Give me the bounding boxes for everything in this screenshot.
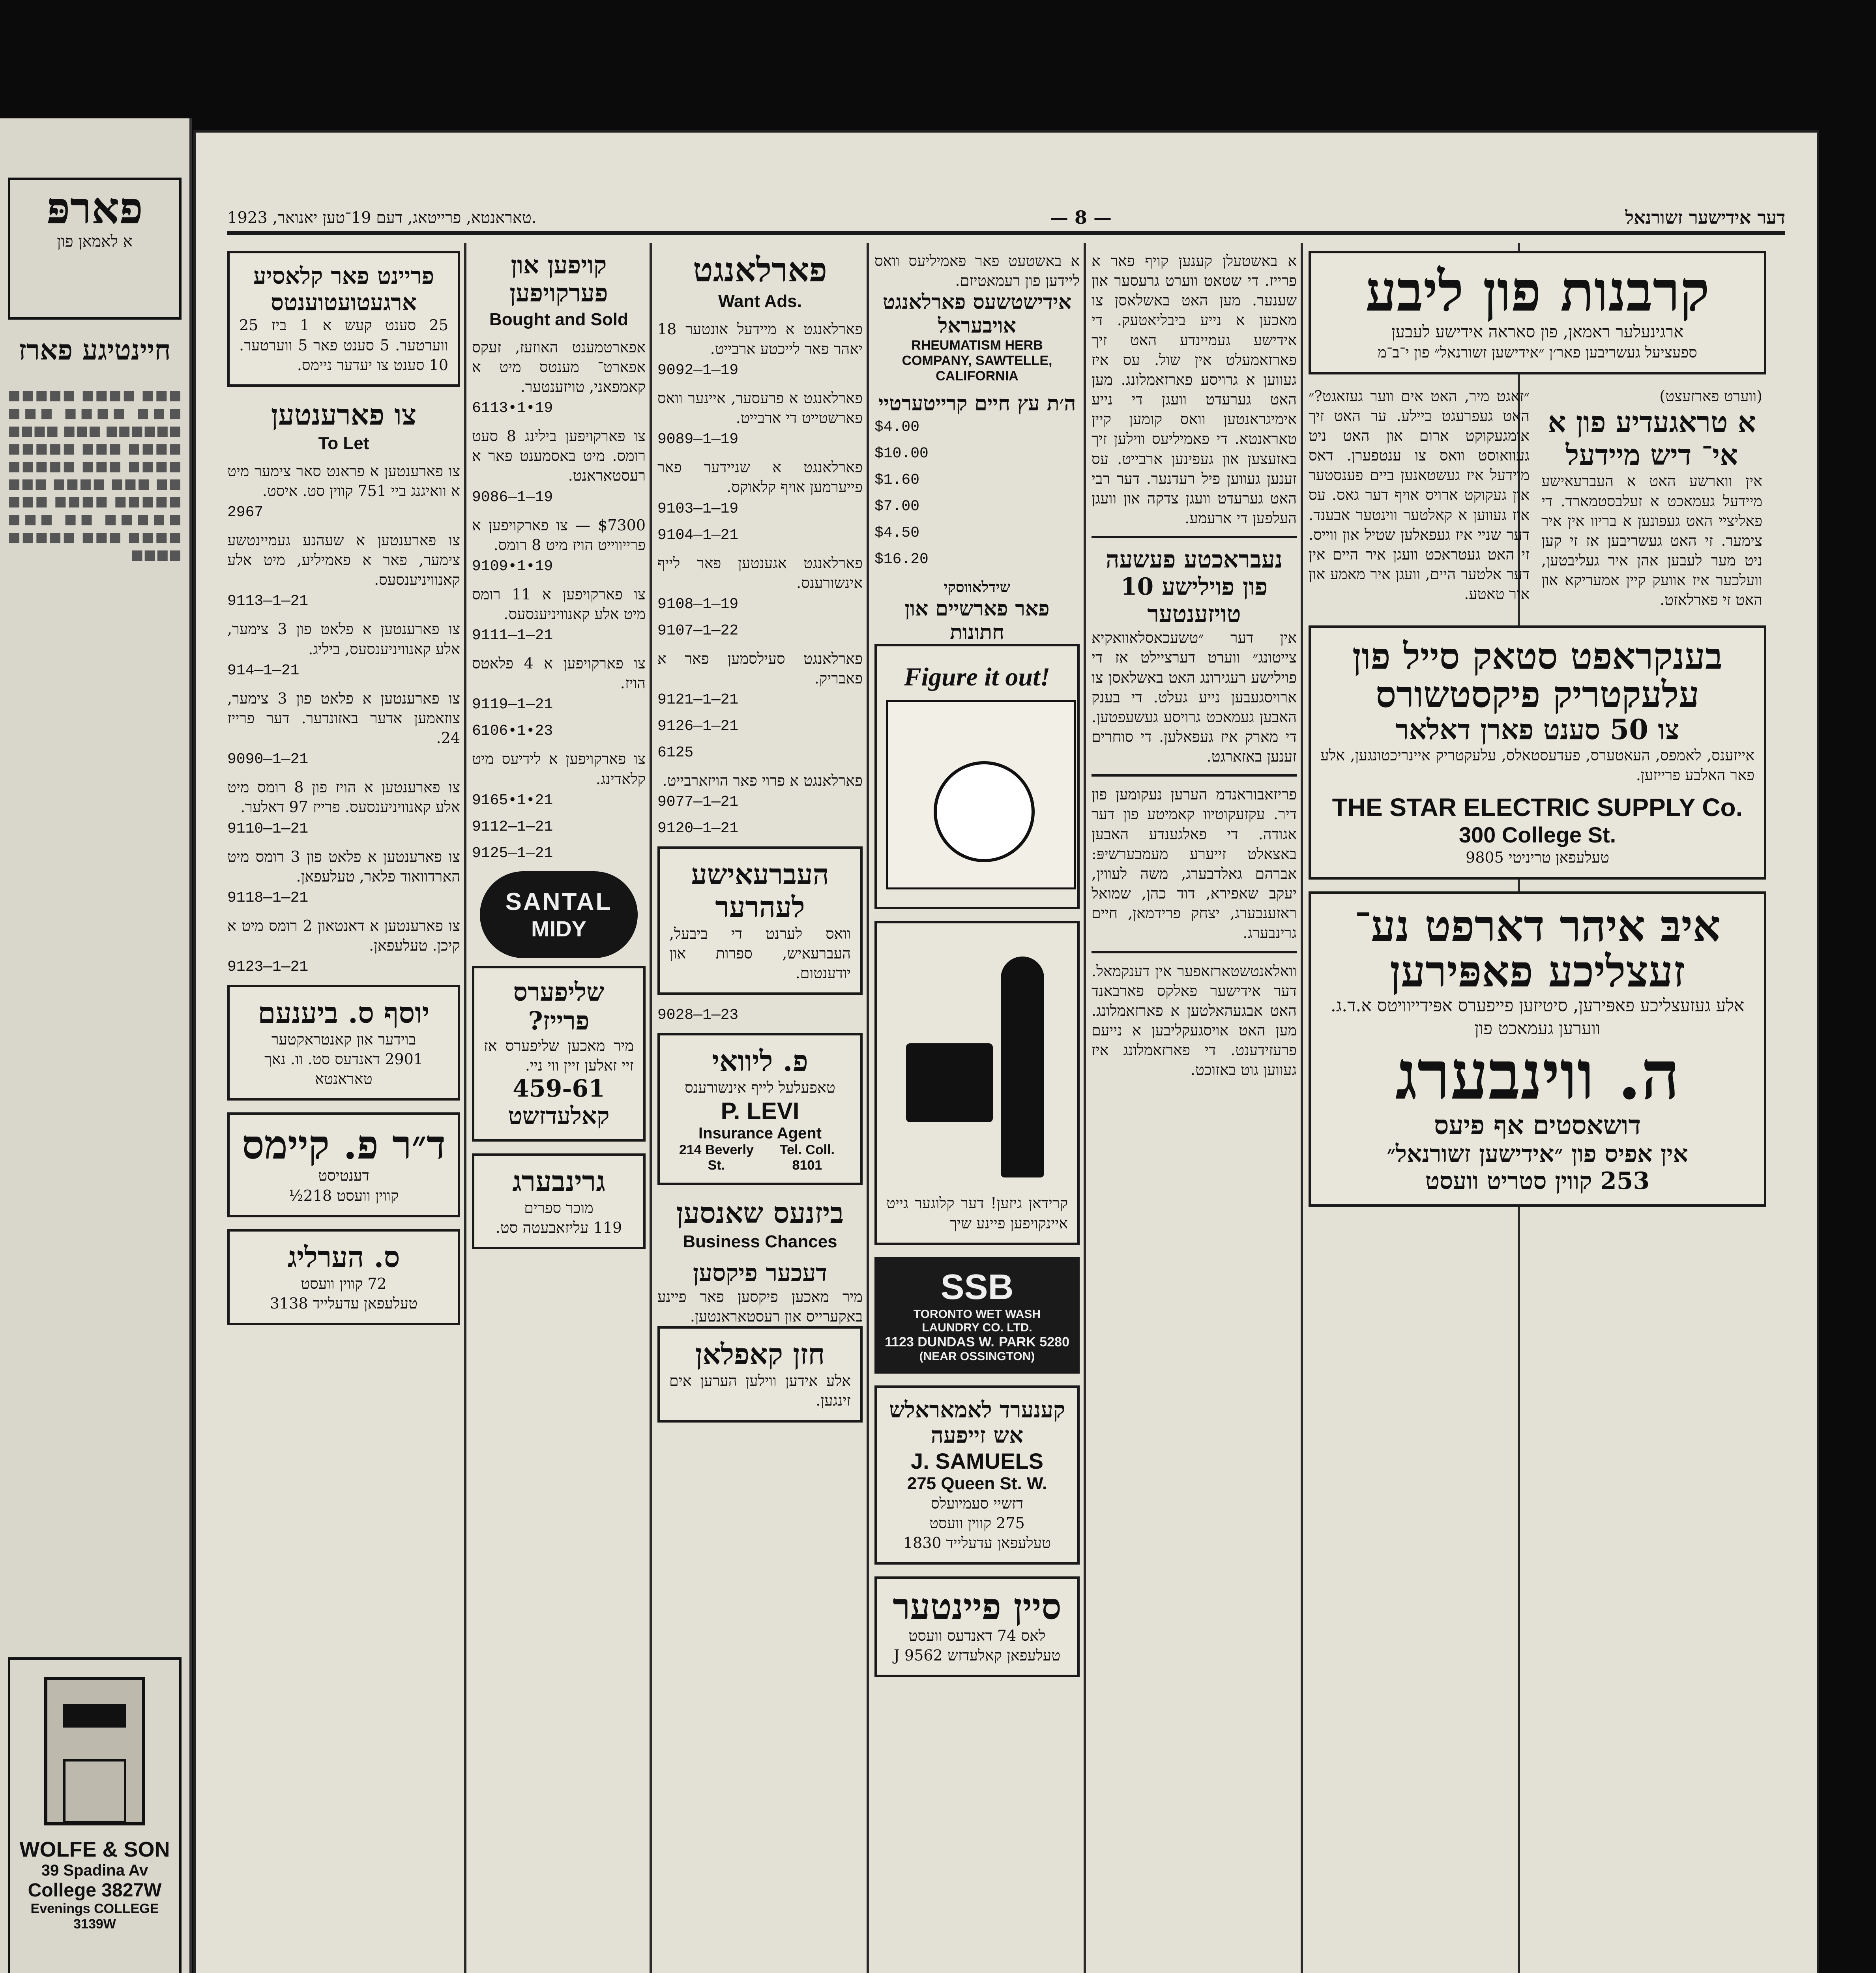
figure-it-out-ad (874, 644, 1080, 909)
column-rule (650, 243, 652, 1973)
masthead-date: טאראנטא, פרייטאג, דעם 19־טען יאנואר, 1923. (227, 208, 537, 227)
bankrupt-sale-ad (1309, 625, 1766, 879)
want-ad-entry: פארלאנגט סעילסמען פאר א פאבריק. (657, 650, 863, 687)
feature-column (1309, 251, 1790, 1973)
herb-price: $4.50 (874, 524, 920, 541)
story-sidebar (1541, 386, 1762, 610)
samuels-ad (874, 1385, 1080, 1565)
tolet-entry: צו פארענטען א שעהנע געמיינטשע צימער, פאר א פאמיליע, מיט אלע קאנוויניענסעס. (227, 531, 460, 589)
bought-number: 9112—1—21 (472, 818, 553, 835)
tolet-number: 9123—1—21 (227, 958, 309, 976)
want-ads-column (657, 251, 863, 1973)
strip-subtitle: א לאמאן פון (57, 232, 133, 251)
korbones-byline: ספעציעל געשריבען פאר׳ן ״אידישען זשורנאל״ פון י־ב־מ (1378, 344, 1697, 361)
levy-contact (669, 1142, 851, 1173)
bought-entry: $7300 — צו פארקויפען א פרייווייט הויז מיט 8 רומס. (472, 516, 646, 554)
stein-subtitle: בוידער און קאנטראקטער (271, 1030, 416, 1048)
stein-heading: יוסף ס. ביענעם (258, 996, 430, 1030)
want-ad-entry: פארלאנגט א פרעסער, איינער וואס פארשטייט די ארבייט. (657, 389, 863, 427)
herb-heading: ה׳ת עץ חיים קרייטערטיי (878, 391, 1076, 416)
bought-english-heading: Bought and Sold (489, 309, 628, 329)
santal-label: SANTAL (505, 888, 612, 915)
shlifer-phone: 459-61 קאלעדזשט (508, 1075, 610, 1130)
rheum-company: RHEUMATISM HERB COMPANY, SAWTELLE, CALIFORNIA (902, 337, 1052, 384)
divider (1092, 951, 1297, 953)
bought-number: 6106•1•23 (472, 723, 553, 740)
business-english-heading: Business Chances (683, 1232, 837, 1252)
herb-price: $10.00 (874, 445, 929, 462)
weinberg-title: דושאסטים אף פיעס (1434, 1110, 1641, 1141)
tolet-entry: צו פארענטען א פראנט סאר צימער מיט א וואיגנג ביי 751 קווין סט. איסט. (227, 462, 460, 500)
samuels-phone: טעלעפאן עדעלייד 1830 (903, 1534, 1051, 1552)
tolet-entry: צו פארענטען א הויז פון 8 רומס מיט אלע קאנוויניענסעס. פרייז 97 דאלער. (227, 779, 460, 816)
furnace-image (44, 1677, 145, 1825)
tolet-entry: צו פארענטען א פלאט פון 3 צימער, צוזאמען אדער באזונדער. דער פרייז 24. (227, 689, 460, 747)
story-text: אין ווארשע האט א העברעאישע מיידעל געמאכט א זעלבסטמארד. די פאליציי האט געפונען א בריוו אין איר צימער. זי האט געשריבען אז זי קען ניט מער לעבען אהן איר געליבטען, וועלכער איז אוועק קיין אמעריקא און האט זי פארלאזט. (1541, 472, 1762, 609)
want-ad-number: 9120—1—21 (657, 820, 739, 837)
greenberg-ad (472, 1153, 646, 1249)
hebrew-teacher-ad (657, 846, 863, 995)
want-ad-number: 6125 (657, 744, 694, 762)
greenberg-title: מוכר ספרים (524, 1199, 594, 1217)
painter-address: לאס 74 דאנדעס וועסט (908, 1627, 1046, 1644)
story-text: אין דער ״טשעכאסלאוואקיא צייטונג״ ווערט דערציילט אז די פוילישע רעגירונג האט באשלאסן צו ארויסגעבען נייע געלט. די בענק האבען געמאכט גרויסע געשעפטען. די מארק איז געפאלען. די סוחרים זענען באזארגט. (1092, 629, 1297, 766)
shidlovsky-signature: שידלאווסקי (944, 578, 1011, 596)
bought-number: 9111—1—21 (472, 627, 553, 644)
laundry-ad (874, 1257, 1080, 1374)
bought-number: 9109•1•19 (472, 558, 553, 575)
greenberg-name: גרינבערג (512, 1164, 605, 1198)
want-ads-english-heading: Want Ads. (718, 291, 802, 311)
want-ad-number: 9121—1—21 (657, 691, 739, 709)
santal-midy-ad (480, 871, 638, 958)
tolet-entry: צו פארענטען א דאנטאון 2 רומס מיט א קיכן. טעלעפאן. (227, 917, 460, 954)
want-ad-number: 9104—1—21 (657, 526, 739, 544)
ads-column-center (874, 251, 1080, 1973)
newspaper-page (193, 130, 1819, 1973)
story-signoff: (ווערט פארזעצט) (1659, 387, 1762, 405)
tolet-heading: צו פארענטען (271, 397, 417, 431)
perfume-heading: פאר פארשיים און חתונות (904, 596, 1050, 644)
bought-heading: קויפען און פערקויפען (509, 251, 608, 308)
column-rule (464, 243, 466, 1973)
tolet-number: 2967 (227, 504, 264, 521)
hebrew-teacher-heading: העברעאישע לעהרער (691, 857, 829, 924)
bought-number: 9086—1—19 (472, 489, 553, 506)
shopper-illustration (894, 941, 1060, 1185)
company-phone: טעלעפאן טריניטי 9805 (1466, 849, 1609, 867)
laundry-near: (NEAR OSSINGTON) (919, 1350, 1035, 1363)
bought-entry: צו פארקויפען א לידיעס מיט קלאדינג. (472, 750, 646, 788)
tolet-entry: צו פארענטען א פלאט פון 3 צימער, אלע קאנוויניענסעס, ביליג. (227, 620, 460, 658)
want-ad-entry: פארלאנגט אגענטען פאר לייף אינשורענס. (657, 554, 863, 592)
samuels-hebrew-address: 275 קווין וועסט (929, 1514, 1025, 1532)
legal-papers-heading: איבּ איהר דארפט נע־ זעצליכע פאפּירען (1354, 900, 1721, 997)
want-ad-number: 9126—1—21 (657, 718, 739, 735)
hertzl-ad (227, 1229, 460, 1325)
korbones-feature (1309, 251, 1766, 374)
want-ads-heading: פארלאנגט (693, 251, 827, 289)
laundry-contact (885, 1335, 1069, 1350)
shoe-ad-text: קרידאן גיזען! דער קלוגער גייט איינקויפען פיינע שיך (886, 1194, 1068, 1232)
classifieds-column-bought (472, 251, 646, 1973)
bought-entry: צו פארקויפען א 4 פלאטס הויז. (472, 655, 646, 692)
tragedy-heading: א טראגעדיע פון א אי־ דיש מיידעל (1548, 405, 1756, 472)
samuels-slogan: קענערד לאמאראלש אש זייפעה (889, 1396, 1065, 1449)
dentist-name: ד״ר פ. קיימס (242, 1121, 446, 1168)
strip-wolfe: WOLFE & SON (19, 1838, 170, 1861)
tolet-number: 914—1—21 (227, 662, 300, 679)
strip-body: ■■■ ■■■■ ■■■■■ ■■■ ■■■■ ■■■ ■■■■■■ ■■■ ■■■■ ■■■■ ■■■ ■■■■■ ■■■■ ■■■ ■■■■■ ■■ ■■■ ■■■■ ■■■ ■■■■■ ■■■■ ■■■ ■■■■■ ■■ ■■■ ■■■■ ■■■ ■■■■■ ■■■■ (8, 387, 182, 563)
tolet-number: 9118—1—21 (227, 889, 309, 906)
weinberg-office: אין אפיס פון ״אידישען זשורנאל״ (1387, 1140, 1688, 1168)
want-ad-entry: פארלאנגט א מיידעל אונטער 18 יאהר פאר לייכטע ארבייט. (657, 320, 863, 358)
hertzl-phone: טעלעפאן עדעלייד 3138 (270, 1294, 418, 1312)
classifieds-column-tolet (227, 251, 460, 1973)
stein-address: 2901 דאנדעס סט. וו. נאך טאראנטא (264, 1050, 423, 1088)
business-heading: ביזנעס שאנסען (676, 1196, 844, 1230)
levy-insurance-ad (657, 1033, 863, 1185)
levy-subtitle: טאפעלעל לייף אינשורענס (685, 1079, 835, 1097)
tolet-number: 9090—1—21 (227, 751, 309, 768)
bought-number: 9125—1—21 (472, 844, 553, 862)
stein-ad (227, 985, 460, 1101)
divider (1092, 536, 1297, 538)
sun-face-illustration (886, 700, 1076, 889)
company-name: THE STAR ELECTRIC SUPPLY Co. (1332, 793, 1743, 822)
legal-papers-ad (1309, 891, 1766, 1207)
company-address: 300 College St. (1458, 822, 1616, 848)
hertzl-name: ס. הערליג (287, 1240, 400, 1274)
midy-label: MIDY (531, 916, 586, 941)
baker-body: מיר מאכען פיקסען פאר פיינע באקערייס און רעסטאראנטען. (657, 1288, 863, 1325)
column-rule (1301, 243, 1303, 1973)
story-text: א באשטעלן קענען קויף פאר א פרייז. די שטאט ווערט גרעסער און שענער. מען האט באשלאסן צו מאכען א נייע ביבליאטעק. די אידישע געמיינדע האט זיך פארזאמעלט אין שול. עס איז געווען א גרויסע פארזאמלונג. מען האט גערעדט וועגן די נייע אימיגראנטען וואס קומען קיין טאראנטא. די פאמיליעס ווילען זיך באזעצען און געפינען ארבייט. עס זענען געווען פיל רעדנער. דער רבי האט גערעדט וועגן צדקה און וועגן העלפען די ארעמע. (1092, 252, 1297, 527)
levy-english-name: P. LEVI (721, 1098, 799, 1125)
tolet-english-heading: To Let (318, 433, 369, 453)
furnace-body: 25 סענט קעש א 1 ביז 25 ווערטער. 5 סענט פאר 5 ווערטער. 10 סענט צו יעדער ניימס. (239, 316, 449, 374)
korbones-story-body (1309, 386, 1766, 610)
dentist-address: קווין וועסט 218½ (288, 1187, 399, 1204)
want-ad-entry: פארלאנגט א שניידער פאר פייערמען אויף קלאוקס. (657, 459, 863, 496)
strip-evening-phone: Evenings COLLEGE 3139W (30, 1901, 159, 1932)
column-rule (867, 243, 869, 1973)
painter-ad (874, 1576, 1080, 1677)
herb-price: $16.20 (874, 550, 929, 568)
bankrupt-price: צו 50 סענט פארן דאלאר (1395, 713, 1679, 746)
person-silhouette-icon (1001, 957, 1044, 1177)
laundry-name: TORONTO WET WASH LAUNDRY CO. LTD. (913, 1307, 1041, 1334)
kaplan-ad (657, 1326, 863, 1422)
tolet-number: 9113—1—21 (227, 593, 309, 610)
levy-telephone: Tel. Coll. 8101 (779, 1142, 835, 1173)
want-ad-number: 9028—1—23 (657, 1007, 739, 1024)
rheum-heading: אידישטשעס פארלאנגט אויבעראל (882, 290, 1072, 338)
furnace-ad (227, 251, 460, 387)
painter-heading: סיין פיינטער (893, 1586, 1062, 1628)
laundry-address: 1123 DUNDAS W. (885, 1334, 994, 1350)
samuels-name: J. SAMUELS (910, 1448, 1044, 1473)
furnace-heading: פריינט פאר קלאסיע ארגעטועטוענטס (253, 262, 434, 316)
shlifer-body: מיר מאכען שליפערס אז זיי זאלען זיין ווי ניי. (484, 1037, 634, 1074)
herb-price: $7.00 (874, 498, 920, 515)
baker-heading: דעכער פיקסען (693, 1259, 828, 1287)
bought-entry: אפארטמענט האוזעז, זעקס אפארט־ מענטס מיט א קאמפאני, טויזענטער. (472, 338, 646, 395)
adjacent-page-strip (0, 118, 192, 1973)
herb-price: $1.60 (874, 471, 920, 489)
stove-silhouette-icon (906, 1043, 993, 1122)
story-text: פריזאבוראנדמ הערען נעקומען פון דיר. עקזעקוטיוו קאמיטע פון דער אגודה. די פאלגענדע האבען באצאלט זייערע מעמבערשיפּ: אברהם גאלדבערג, משה לעווין, יעקב שאפירא, דוד כהן, שמואל ראזענבערג, יצחק פרידמאן, חיים גרינבערג. (1092, 786, 1297, 942)
laundry-phone: PARK 5280 (999, 1334, 1069, 1350)
sun-face-icon (934, 761, 1035, 862)
herb-price: $4.00 (874, 418, 920, 436)
levy-address: 214 Beverly St. (679, 1142, 754, 1173)
figure-it-out-title: Figure it out! (904, 663, 1050, 692)
bought-entry: צו פארקויפען בילינג 8 סעט רומס. מיט באסמענט פאר א רעסטאראנט. (472, 427, 646, 485)
bought-entry: צו פארקויפען א 11 רומס מיט אלע קאנוויניענסעס. (472, 585, 646, 623)
want-ad-number: 9103—1—19 (657, 500, 739, 517)
samuels-hebrew-name: דזשיי סעמיועלס (931, 1494, 1023, 1512)
greenberg-address: 119 עליזאבעטה סט. (495, 1219, 622, 1237)
bought-number: 6113•1•19 (472, 400, 553, 417)
bankrupt-heading: בענקראפט סטאק סייל פון עלעקטריק פיקסטשורס (1352, 635, 1723, 716)
levy-title: Insurance Agent (698, 1125, 822, 1142)
shoe-ad (874, 921, 1080, 1245)
levy-heading: פ. ליוואי (712, 1044, 808, 1078)
want-ad-number: 9089—1—19 (657, 431, 739, 448)
tolet-number: 9110—1—21 (227, 820, 309, 837)
masthead-page-number: — 8 — (1050, 207, 1112, 228)
samuels-address: 275 Queen St. W. (907, 1473, 1047, 1493)
weinberg-name: ה. ווינבערג (1395, 1035, 1680, 1115)
korbones-subtitle: ארגינעלער ראמאן, פון סאראה אידישע לעבען (1391, 322, 1684, 341)
legal-papers-body: אלע געזעצליכע פאפּירען, סיטיזען פייפערס אפּידייוויטס א.ד.ג. ווערען געמאכט פון (1330, 995, 1745, 1039)
laundry-logo: SSB (940, 1267, 1014, 1307)
strip-title: פארפּ (46, 183, 143, 234)
dentist-title: דענטיסט (318, 1167, 369, 1185)
want-ad-number: 9108—1—19 (657, 595, 739, 613)
tolet-entry: צו פארענטען א פלאט פון 3 רומס מיט הארדוואוד פלאר, טעלעפאן. (227, 848, 460, 885)
story-text: ״זאגט מיר, האט אים ווער געזאגט?״ האט געפרעגט ביילע. ער האט זיך אומגעקוקט ארום און האט ניט געוואוסט וואס צו ענטפערן. דאס מיידעל איז געשטאנען ביים פענסטער און געקוקט ארויס אויף דער גאס. עס איז געווען א קאלטער ווינטער אבענד. דער שניי איז געפאלען שטיל און ווייס. זי האט געטראכט וועגן איר היים אין דער אלטער היים, וועגן איר מאמע און איר טאטע. (1309, 387, 1530, 603)
kaplan-name: חזן קאפלאן (695, 1337, 825, 1371)
want-ad-number: 9092—1—19 (657, 361, 739, 379)
rheum-intro: א באשטעט פאר פאמיליעס וואס ליידען פון רעמאטיזם. (874, 252, 1080, 290)
story-column (1092, 251, 1297, 1973)
dentist-ad (227, 1112, 460, 1217)
bought-number: 9165•1•21 (472, 792, 553, 809)
weinberg-address: 253 קווין סטריט וועסט (1425, 1167, 1650, 1195)
story-text: וואלאנטשטארזאפער אין דענקמאל. דער אידישער פאלקס פארבאנד האט אבגעהאלטען א פארזאמלונג. מען האט אויסגעקליבען א נייעם פרעזידענט. די פארזאמלונג איז געווען גוט באזוכט. (1092, 962, 1297, 1079)
masthead-title: דער אידישער זשורנאל (1625, 207, 1785, 228)
paper-heading: נעבראכטע פעשעה פון פוילישע 10 טויזענטער (1105, 546, 1283, 628)
hertzl-address: 72 קווין וועסט (301, 1275, 387, 1292)
strip-heading: חיינטיגע פארז (19, 333, 171, 366)
painter-phone: טעלעפאן קאלעדזש 9562 J (893, 1646, 1061, 1664)
kaplan-body: אלע אידען ווילען הערען אים זינגען. (669, 1372, 851, 1410)
want-ad-number: 9077—1—21 (657, 794, 739, 811)
strip-address: 39 Spadina Av (41, 1862, 148, 1879)
korbones-title: קרבנות פון ליבע (1365, 259, 1709, 324)
masthead (227, 204, 1785, 235)
want-ad-number: 9107—1—22 (657, 622, 739, 639)
want-ad-entry: פארלאנגט א פרוי פאר הויזארבייט. (662, 772, 863, 790)
column-rule (1084, 243, 1086, 1973)
strip-phone: College 3827W (28, 1880, 162, 1901)
shlifer-ad (472, 966, 646, 1142)
bought-number: 9119—1—21 (472, 696, 553, 713)
divider (1092, 774, 1297, 777)
bankrupt-body: אייזענס, לאמפס, העאטערס, פעדעסטאלס, עלעקטריק איינריכטונגען, אלע פאר האלבע פרייזען. (1320, 747, 1754, 784)
shlifer-heading: שליפערס פרייז? (513, 977, 605, 1036)
hebrew-teacher-body: וואס לערנט די ביבעל, העברעאיש, ספרות און יודענטום. (669, 925, 851, 982)
